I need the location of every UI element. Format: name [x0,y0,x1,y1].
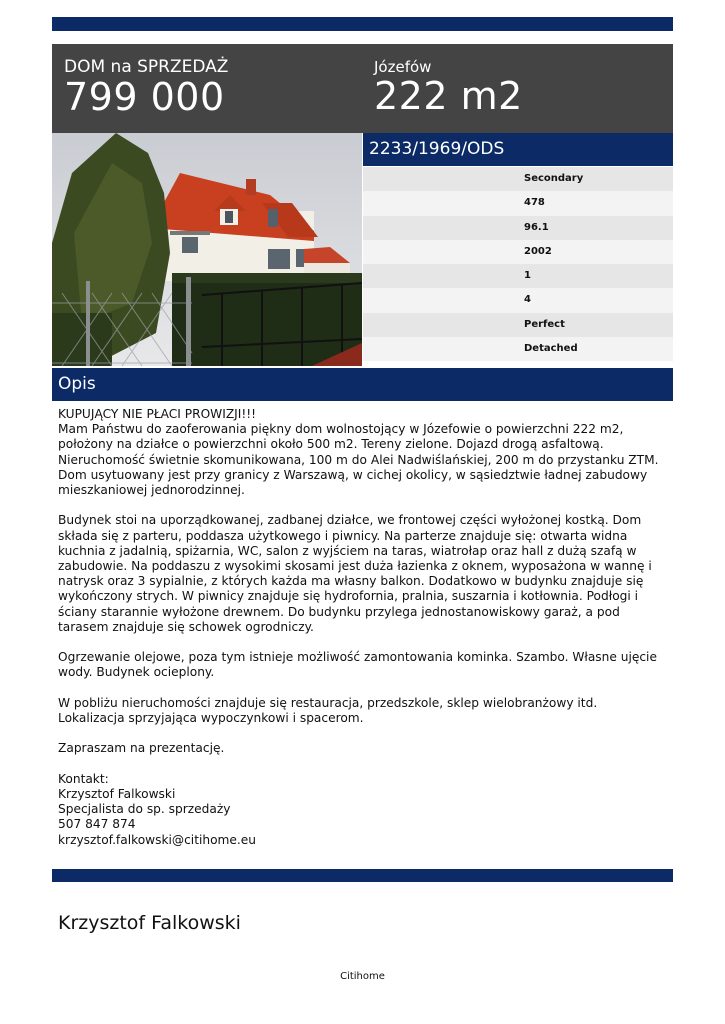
price-block [64,44,228,117]
detail-value: 1 [524,270,531,282]
reference-bar [363,133,673,166]
detail-row [363,191,673,215]
bottom-accent-bar [52,869,673,882]
detail-value: Detached [524,343,578,355]
footer-company: Citihome [340,971,385,982]
detail-row [363,313,673,337]
detail-row [363,167,673,191]
reference-number: 2233/1969/ODS [369,139,505,159]
detail-value: 478 [524,197,545,209]
detail-row [363,337,673,361]
detail-row [363,288,673,312]
property-photo [52,133,362,366]
description-heading: Opis [58,374,96,394]
detail-value: Perfect [524,318,565,330]
property-type-label: DOM na SPRZEDAŻ [64,57,229,77]
description-heading-bar [52,368,673,401]
detail-value: Secondary [524,173,584,184]
price: 799 000 [64,75,225,119]
top-accent-bar [52,17,673,31]
detail-row [363,216,673,240]
detail-value: 2002 [524,245,552,257]
detail-row [363,240,673,264]
location-block [374,44,523,116]
detail-row [363,264,673,288]
agent-name: Krzysztof Falkowski [58,912,241,934]
listing-header [52,44,673,133]
detail-value: 96.1 [524,221,549,233]
details-table [363,167,673,361]
area-value: 222 m2 [374,74,523,118]
description-text: KUPUJĄCY NIE PŁACI PROWIZJI!!! Mam Państwu do zaoferowania piękny dom wolnostojący w Józefowie o powierzchni 222 m2, położony na działce o powierzchni około 500 m2. Tereny zielone. Dojazd drogą asfaltową. Nieruchomość świetnie skomunikowana, 100 m do Alei Nadwiślańskiej, 200 m do przystanku ZTM. Dom usytuowany jest przy granicy z Warszawą, w cichej okolicy, w sąsiedztwie ładnej zabudowy mieszkaniowej jednorodzinnej. Budynek stoi na uporządkowanej, zadbanej działce, we frontowej części wyłożonej kostką. Dom składa się z parteru, poddasza użytkowego i piwnicy. Na parterze znajduje się: otwarta widna kuchnia z jadalnią, spiżarnia, WC, salon z wyjściem na taras, wiatrołap oraz hall z dużą szafą w zabudowie. Na poddaszu z wysokimi skosami jest duża łazienka z oknem, wyposażona w wannę i natrysk oraz 3 sypialnie, z których każda ma własny balkon. Dodatkowo w budynku znajduje się wykończony strych. W piwnicy znajduje się hydrofornia, pralnia, suszarnia i kotłownia. Podłogi i ściany starannie wyłożone drewnem. Do budynku przylega jednostanowiskowy garaż, a pod tarasem znajduje się schowek ogrodniczy. Ogrzewanie olejowe, poza tym istnieje możliwość zamontowania kominka. Szambo. Własne ujęcie wody. Budynek ocieplony. W pobliżu nieruchomości znajduje się restauracja, przedszkole, sklep wielobranżowy itd. Lokalizacja sprzyjająca wypoczynkowi i spacerom. Zapraszam na prezentację. Kontakt: Krzysztof Falkowski Specjalista do sp. sprzedaży 507 847 874 krzysztof.falkowski@citihome.eu [58,407,659,847]
detail-value: 4 [524,294,531,306]
location-label: Józefów [374,58,432,76]
